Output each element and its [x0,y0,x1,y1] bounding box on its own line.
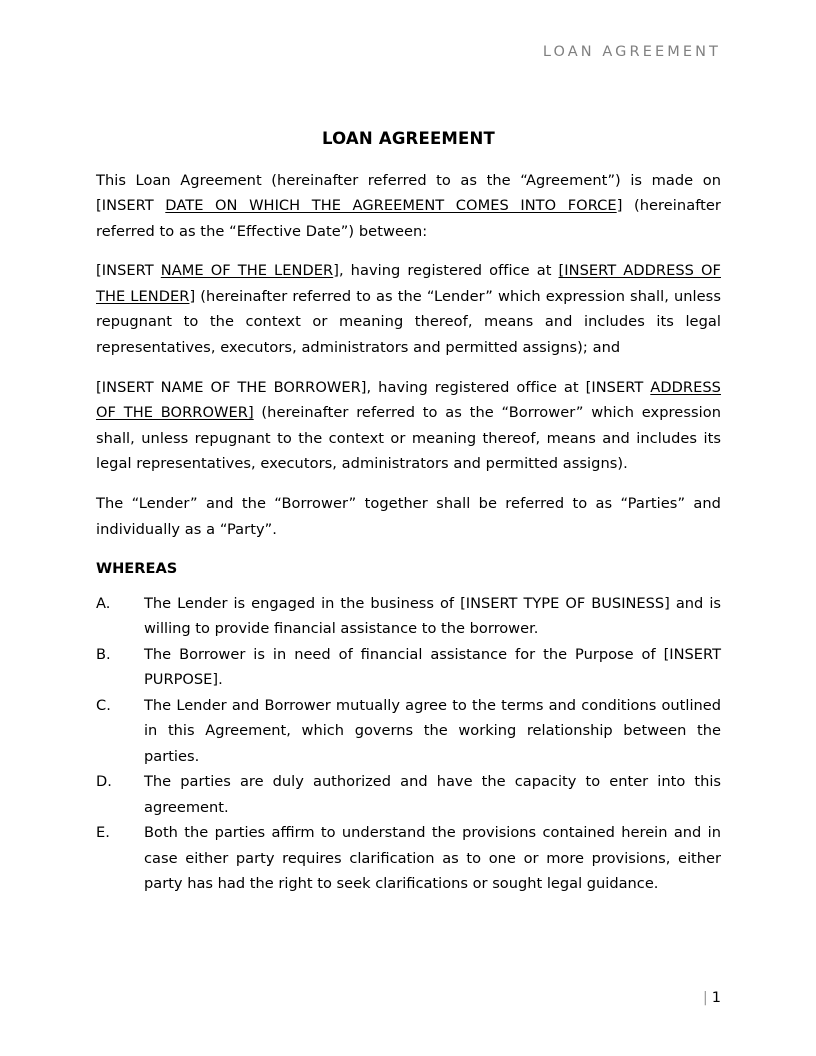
paragraph-text-segment: This Loan Agreement (hereinafter referred to as the “Agreement”) is made on [INSERT [96,171,721,215]
paragraph-agreement-date [96,168,721,245]
paragraph-text-segment: ] (hereinafter referred to as the “Effective Date”) between: [96,197,721,240]
list-item-marker: D. [96,773,112,791]
list-item-text: Both the parties affirm to understand the provisions contained herein and in case either party requires clarification as to one or more provisions, either party has had the right to seek clarifications or sought legal guidance. [144,824,721,893]
list-item-text: The Borrower is in need of financial assistance for the Purpose of [INSERT PURPOSE]. [144,645,721,689]
recitals-list [96,591,721,897]
list-item-text: The Lender is engaged in the business of [INSERT TYPE OF BUSINESS] and is willing to provide financial assistance to the borrower. [144,594,721,638]
list-item-marker: C. [96,696,111,714]
placeholder-borrower-address: ADDRESS OF THE BORROWER] [96,378,721,422]
page-footer [96,988,721,1008]
running-header: LOAN AGREEMENT [542,44,721,60]
paragraph-text-segment: [INSERT NAME OF THE BORROWER], having registered office at [INSERT [96,378,651,396]
paragraph-borrower-details [96,375,721,477]
list-item-marker: B. [96,645,111,663]
paragraph-text-segment: ] (hereinafter referred to as the “Lender” which expression shall, unless repugnant to the context or meaning thereof, means and includes its legal representatives, executors, administrators and permitted assigns); and [96,287,721,357]
list-item [96,820,721,897]
paragraph-text-segment: (hereinafter referred to as the “Borrower” which expression shall, unless repugnant to the context or meaning thereof, means and includes its legal representatives, executors, administrators and permitted assigns). [96,404,722,473]
list-item [96,642,721,693]
list-item [96,769,721,820]
list-item-marker: A. [96,594,111,612]
placeholder-lender-name: NAME OF THE LENDER [160,262,334,280]
paragraph-text-segment: [INSERT [96,262,161,280]
page-title: LOAN AGREEMENT [322,129,495,148]
list-item-text: The Lender and Borrower mutually agree to the terms and conditions outlined in this Agreement, which governs the working relationship between the parties. [144,696,721,765]
list-item [96,591,721,642]
paragraph-parties-definition: The “Lender” and the “Borrower” together shall be referred to as “Parties” and individually as a “Party”. [96,495,721,538]
list-item [96,693,721,770]
page-number: 1 [711,990,721,1006]
list-item-text: The parties are duly authorized and have the capacity to enter into this agreement. [144,773,721,816]
paragraph-lender-details [96,258,721,360]
document-body [96,126,721,897]
placeholder-effective-date: DATE ON WHICH THE AGREEMENT COMES INTO FORCE [165,197,617,215]
whereas-heading: WHEREAS [96,560,178,578]
footer-separator: | [702,990,708,1006]
list-item-marker: E. [96,824,110,842]
paragraph-text-segment: ], having registered office at [333,262,559,280]
placeholder-lender-address: [INSERT ADDRESS OF THE LENDER [96,262,721,305]
